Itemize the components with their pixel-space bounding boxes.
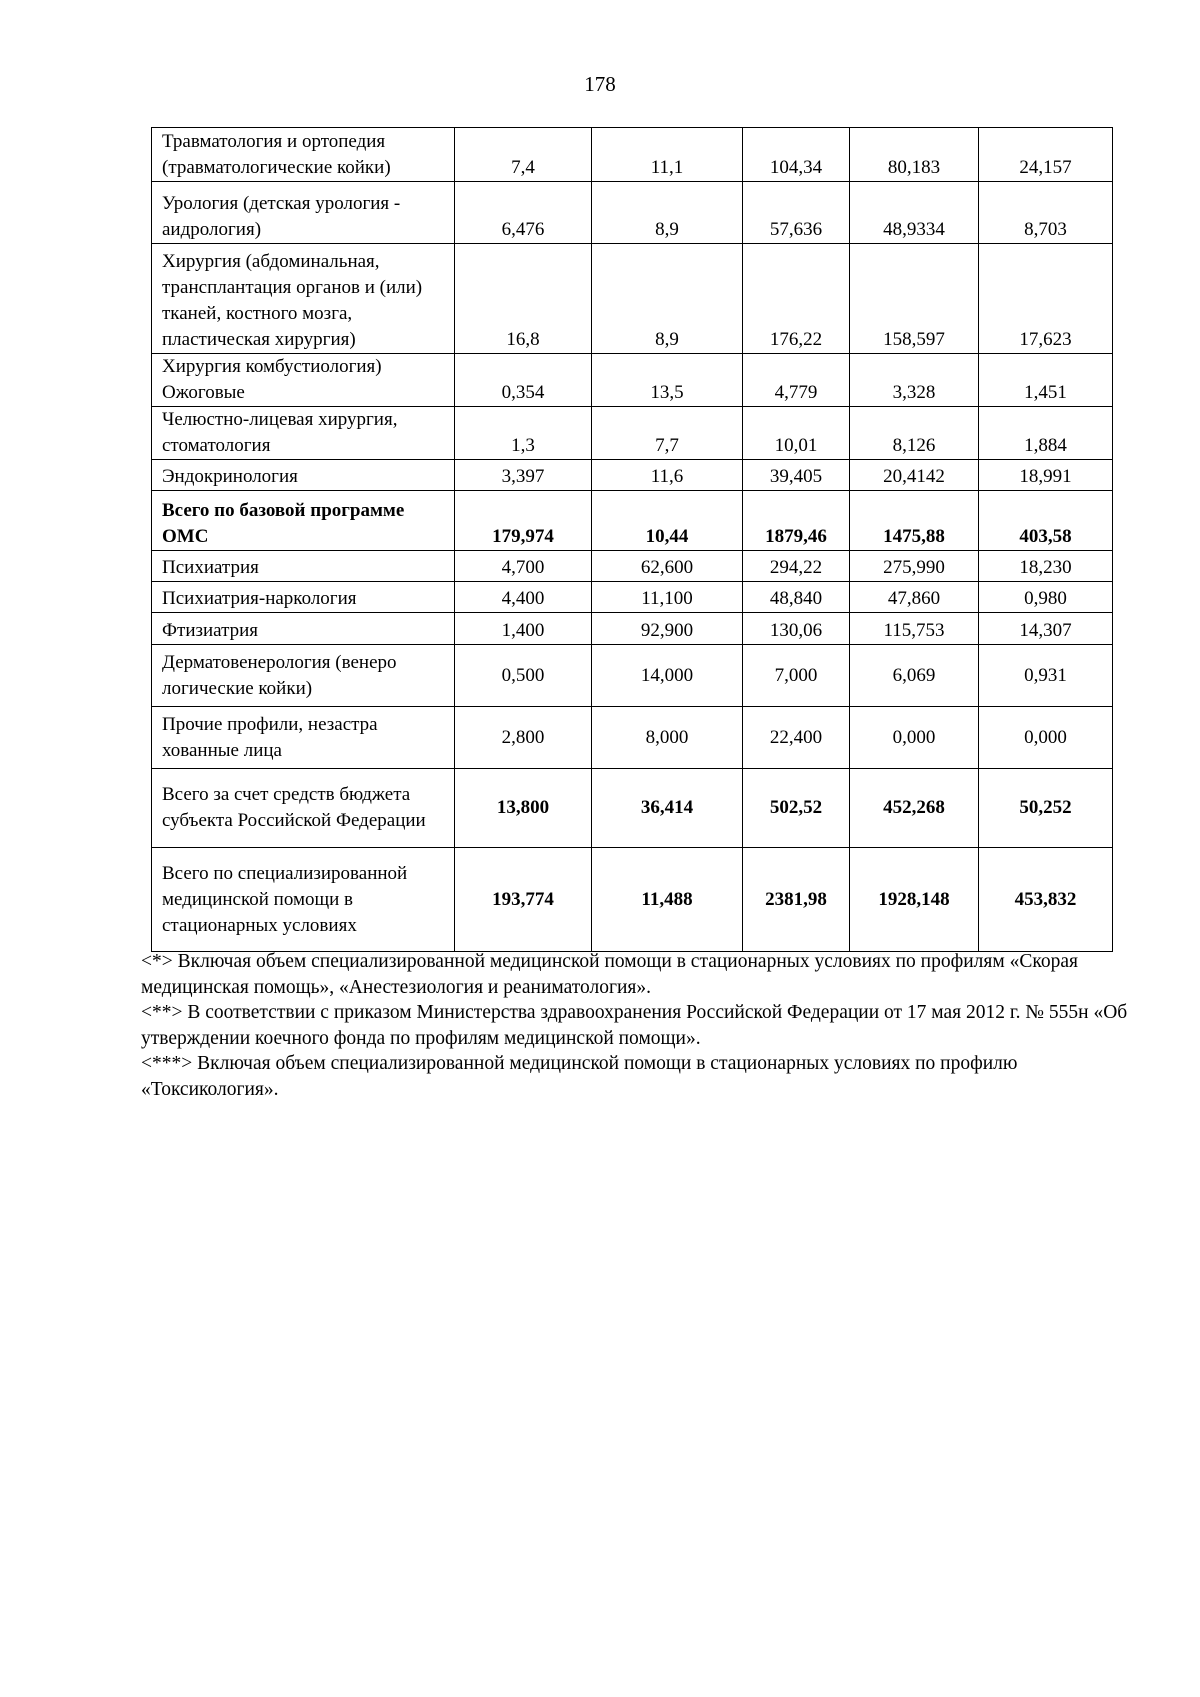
value-cell: 4,700 xyxy=(455,551,592,582)
value-cell: 13,800 xyxy=(455,769,592,848)
value-cell: 1,400 xyxy=(455,613,592,645)
value-cell: 36,414 xyxy=(592,769,743,848)
value-cell: 11,1 xyxy=(592,128,743,182)
value-cell: 130,06 xyxy=(743,613,850,645)
value-cell: 453,832 xyxy=(979,848,1113,952)
value-cell: 4,779 xyxy=(743,354,850,407)
value-cell: 502,52 xyxy=(743,769,850,848)
value-cell: 80,183 xyxy=(850,128,979,182)
table-row xyxy=(152,354,1113,407)
value-cell: 8,126 xyxy=(850,407,979,460)
value-cell: 11,488 xyxy=(592,848,743,952)
profile-name: Дерматовенерология (венеро логические койки) xyxy=(152,645,455,707)
table-row-total xyxy=(152,848,1113,952)
profile-name: Эндокринология xyxy=(152,460,455,491)
footnotes xyxy=(141,949,1141,1102)
profile-name: Травматология и ортопедия (травматологические койки) xyxy=(152,128,455,182)
profile-name: Всего по базовой программе ОМС xyxy=(152,491,455,551)
value-cell: 1475,88 xyxy=(850,491,979,551)
value-cell: 16,8 xyxy=(455,244,592,354)
value-cell: 6,476 xyxy=(455,182,592,244)
table-row-total xyxy=(152,769,1113,848)
value-cell: 3,397 xyxy=(455,460,592,491)
table-row xyxy=(152,551,1113,582)
profile-name: Прочие профили, незастра хованные лица xyxy=(152,707,455,769)
value-cell: 115,753 xyxy=(850,613,979,645)
bed-fund-table xyxy=(151,127,1113,952)
value-cell: 193,774 xyxy=(455,848,592,952)
value-cell: 11,100 xyxy=(592,582,743,613)
table-row-total xyxy=(152,491,1113,551)
value-cell: 158,597 xyxy=(850,244,979,354)
value-cell: 1,451 xyxy=(979,354,1113,407)
value-cell: 0,000 xyxy=(979,707,1113,769)
value-cell: 18,991 xyxy=(979,460,1113,491)
value-cell: 10,01 xyxy=(743,407,850,460)
table-row xyxy=(152,182,1113,244)
footnote: <*> Включая объем специализированной медицинской помощи в стационарных условиях по профилям «Скорая медицинская помощь», «Анестезиология и реаниматология». xyxy=(141,951,1078,998)
table-row xyxy=(152,582,1113,613)
value-cell: 8,703 xyxy=(979,182,1113,244)
value-cell: 8,9 xyxy=(592,182,743,244)
table-row xyxy=(152,613,1113,645)
value-cell: 8,9 xyxy=(592,244,743,354)
value-cell: 1879,46 xyxy=(743,491,850,551)
value-cell: 2381,98 xyxy=(743,848,850,952)
table-row xyxy=(152,707,1113,769)
footnote: <***> Включая объем специализированной медицинской помощи в стационарных условиях по профилю «Токсикология». xyxy=(141,1053,1018,1100)
value-cell: 294,22 xyxy=(743,551,850,582)
value-cell: 8,000 xyxy=(592,707,743,769)
value-cell: 22,400 xyxy=(743,707,850,769)
value-cell: 18,230 xyxy=(979,551,1113,582)
value-cell: 1,884 xyxy=(979,407,1113,460)
value-cell: 10,44 xyxy=(592,491,743,551)
value-cell: 0,354 xyxy=(455,354,592,407)
value-cell: 13,5 xyxy=(592,354,743,407)
table-row xyxy=(152,645,1113,707)
profile-name: Фтизиатрия xyxy=(152,613,455,645)
value-cell: 11,6 xyxy=(592,460,743,491)
profile-name: Хирургия комбустиология) Ожоговые xyxy=(152,354,455,407)
profile-name: Урология (детская урология - аидрология) xyxy=(152,182,455,244)
table-row xyxy=(152,407,1113,460)
value-cell: 14,000 xyxy=(592,645,743,707)
value-cell: 1928,148 xyxy=(850,848,979,952)
profile-name: Хирургия (абдоминальная, трансплантация органов и (или) тканей, костного мозга, пластическая хирургия) xyxy=(152,244,455,354)
profile-name: Психиатрия-наркология xyxy=(152,582,455,613)
table-row xyxy=(152,460,1113,491)
value-cell: 104,34 xyxy=(743,128,850,182)
value-cell: 3,328 xyxy=(850,354,979,407)
value-cell: 403,58 xyxy=(979,491,1113,551)
value-cell: 179,974 xyxy=(455,491,592,551)
value-cell: 1,3 xyxy=(455,407,592,460)
value-cell: 62,600 xyxy=(592,551,743,582)
value-cell: 452,268 xyxy=(850,769,979,848)
footnote: <**> В соответствии с приказом Министерства здравоохранения Российской Федерации от 17 мая 2012 г. № 555н «Об утверждении коечного фонда по профилям медицинской помощи». xyxy=(141,1002,1128,1049)
value-cell: 7,000 xyxy=(743,645,850,707)
value-cell: 48,840 xyxy=(743,582,850,613)
value-cell: 39,405 xyxy=(743,460,850,491)
table-row xyxy=(152,128,1113,182)
value-cell: 20,4142 xyxy=(850,460,979,491)
value-cell: 92,900 xyxy=(592,613,743,645)
value-cell: 6,069 xyxy=(850,645,979,707)
value-cell: 0,980 xyxy=(979,582,1113,613)
value-cell: 0,000 xyxy=(850,707,979,769)
profile-name: Всего по специализированной медицинской помощи в стационарных условиях xyxy=(152,848,455,952)
table-row xyxy=(152,244,1113,354)
profile-name: Всего за счет средств бюджета субъекта Российской Федерации xyxy=(152,769,455,848)
value-cell: 50,252 xyxy=(979,769,1113,848)
profile-name: Психиатрия xyxy=(152,551,455,582)
value-cell: 48,9334 xyxy=(850,182,979,244)
value-cell: 17,623 xyxy=(979,244,1113,354)
value-cell: 4,400 xyxy=(455,582,592,613)
value-cell: 14,307 xyxy=(979,613,1113,645)
value-cell: 24,157 xyxy=(979,128,1113,182)
value-cell: 0,931 xyxy=(979,645,1113,707)
value-cell: 7,4 xyxy=(455,128,592,182)
value-cell: 275,990 xyxy=(850,551,979,582)
page-number: 178 xyxy=(584,72,616,96)
value-cell: 0,500 xyxy=(455,645,592,707)
value-cell: 176,22 xyxy=(743,244,850,354)
value-cell: 57,636 xyxy=(743,182,850,244)
value-cell: 47,860 xyxy=(850,582,979,613)
profile-name: Челюстно-лицевая хирургия, стоматология xyxy=(152,407,455,460)
value-cell: 2,800 xyxy=(455,707,592,769)
value-cell: 7,7 xyxy=(592,407,743,460)
